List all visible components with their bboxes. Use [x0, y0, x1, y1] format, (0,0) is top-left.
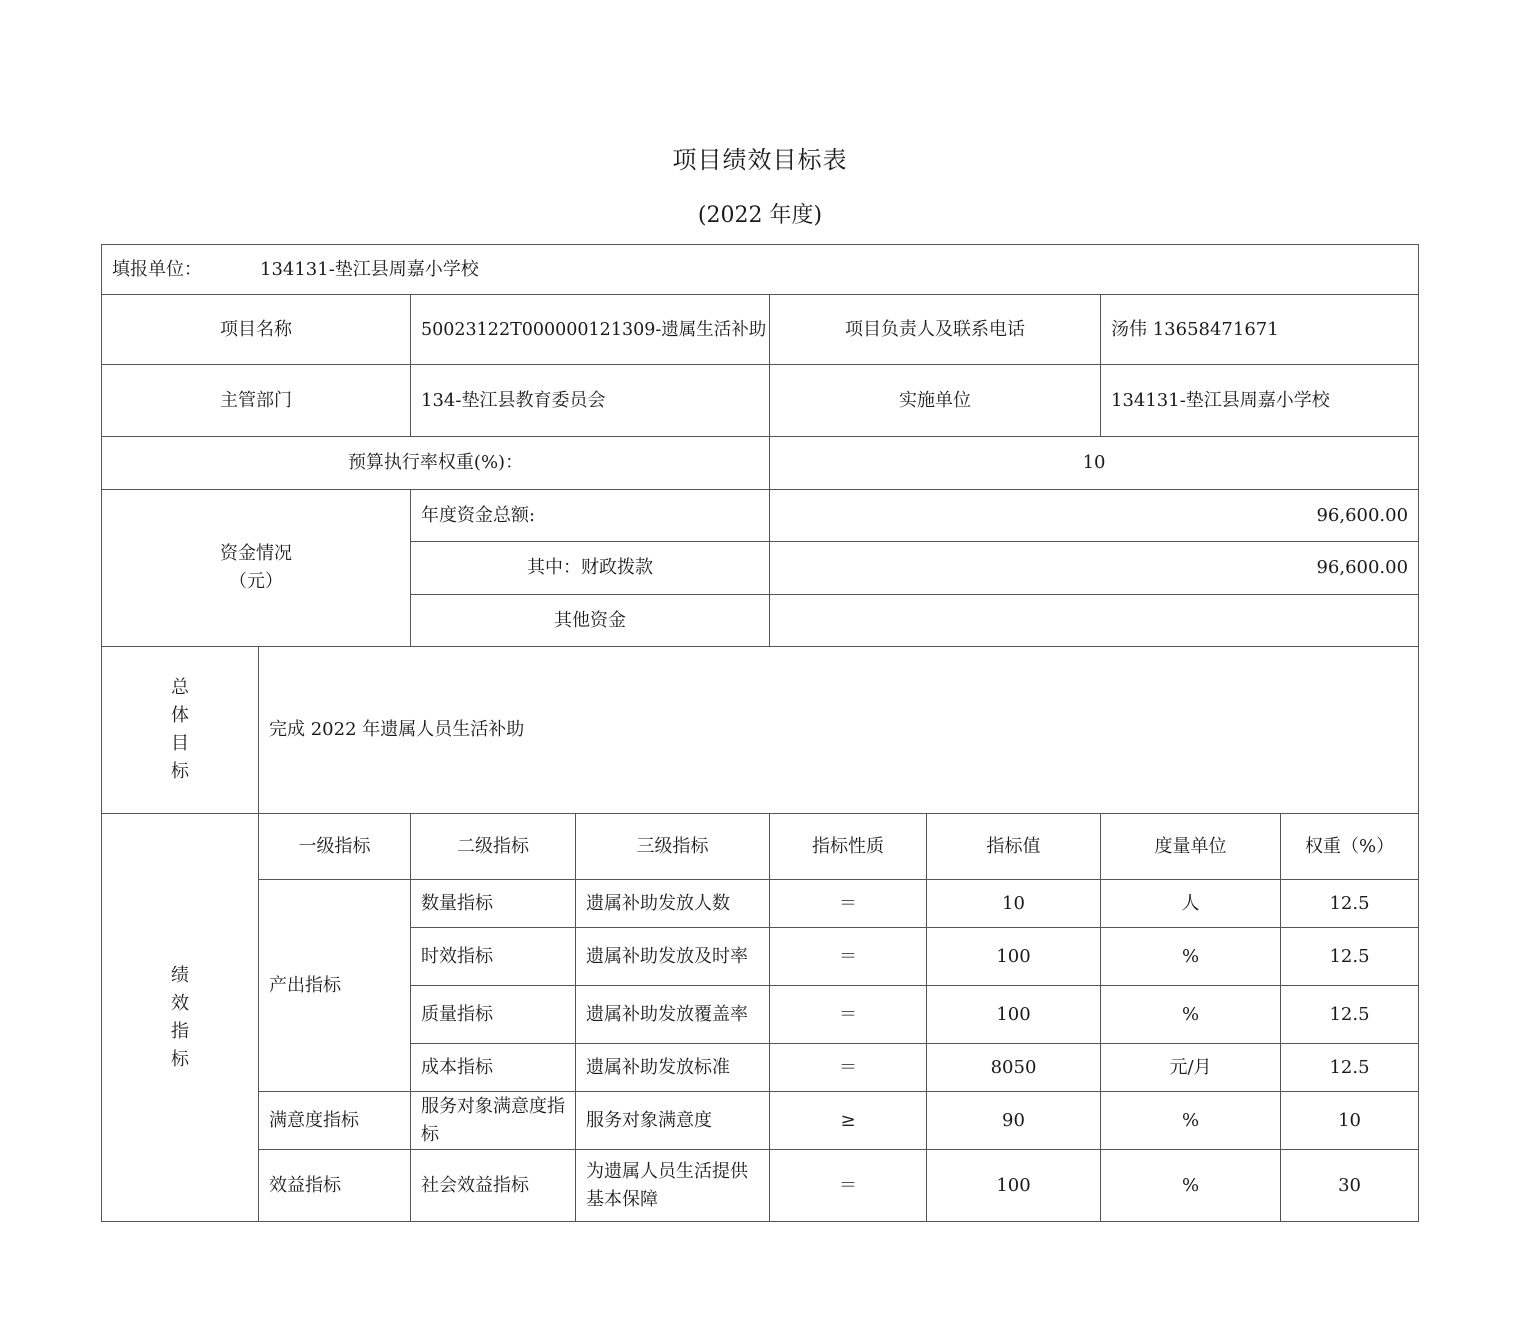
nature-cell: ＝: [770, 986, 927, 1044]
nature-cell: ＝: [770, 1150, 927, 1222]
overall-goal-row: [102, 647, 1419, 814]
level3-cell: 遗属补助发放及时率: [576, 928, 770, 986]
header-value: 指标值: [927, 814, 1101, 880]
weight-cell: 12.5: [1281, 928, 1419, 986]
reporting-unit-row: [102, 245, 1419, 295]
header-level1: 一级指标: [259, 814, 411, 880]
overall-goal-char: 总: [171, 677, 189, 698]
funds-fiscal-value: 96,600.00: [770, 542, 1419, 595]
department-label: 主管部门: [102, 365, 411, 437]
funds-other-value: [770, 595, 1419, 647]
implementing-unit-label: 实施单位: [770, 365, 1101, 437]
unit-cell: 元/月: [1101, 1044, 1281, 1092]
unit-cell: %: [1101, 928, 1281, 986]
unit-cell: %: [1101, 986, 1281, 1044]
header-nature: 指标性质: [770, 814, 927, 880]
reporting-unit-cell: [102, 245, 1419, 295]
value-cell: 100: [927, 986, 1101, 1044]
overall-goal-char: 目: [171, 733, 189, 754]
budget-weight-label: 预算执行率权重(%)：: [102, 437, 770, 490]
funds-label-line2: （元）: [229, 571, 283, 592]
indicators-char: 绩: [171, 964, 189, 986]
level1-cell: 满意度指标: [259, 1092, 411, 1150]
funds-label: [102, 490, 411, 647]
level3-cell: 遗属补助发放覆盖率: [576, 986, 770, 1044]
reporting-unit-value: 134131-垫江县周嘉小学校: [260, 258, 479, 280]
funds-total-label: 年度资金总额:: [411, 490, 770, 542]
overall-goal-label: [102, 647, 259, 814]
project-name-value: 50023122T000000121309-遗属生活补助: [411, 295, 770, 365]
value-cell: 8050: [927, 1044, 1101, 1092]
implementing-unit-value: 134131-垫江县周嘉小学校: [1101, 365, 1419, 437]
nature-cell: ≥: [770, 1092, 927, 1150]
level3-cell: 为遗属人员生活提供基本保障: [576, 1150, 770, 1222]
value-cell: 100: [927, 1150, 1101, 1222]
unit-cell: %: [1101, 1150, 1281, 1222]
weight-cell: 12.5: [1281, 880, 1419, 928]
weight-cell: 10: [1281, 1092, 1419, 1150]
header-weight: 权重（%）: [1281, 814, 1419, 880]
project-contact-label: 项目负责人及联系电话: [770, 295, 1101, 365]
indicator-header-row: [102, 814, 1419, 880]
overall-goal-char: 体: [171, 705, 189, 726]
funds-total-row: [102, 490, 1419, 542]
funds-fiscal-label: 其中：财政拨款: [411, 542, 770, 595]
project-name-row: [102, 295, 1419, 365]
indicators-char: 效: [171, 992, 189, 1014]
value-cell: 10: [927, 880, 1101, 928]
level2-cell: 质量指标: [411, 986, 576, 1044]
weight-cell: 30: [1281, 1150, 1419, 1222]
level2-cell: 数量指标: [411, 880, 576, 928]
weight-cell: 12.5: [1281, 1044, 1419, 1092]
overall-goal-text: 完成 2022 年遗属人员生活补助: [259, 647, 1419, 814]
indicator-row: [102, 1150, 1419, 1222]
unit-cell: %: [1101, 1092, 1281, 1150]
project-contact-value: 汤伟 13658471671: [1101, 295, 1419, 365]
level2-cell: 时效指标: [411, 928, 576, 986]
indicator-row: [102, 880, 1419, 928]
department-row: [102, 365, 1419, 437]
overall-goal-char: 标: [171, 761, 189, 782]
header-unit: 度量单位: [1101, 814, 1281, 880]
weight-cell: 12.5: [1281, 986, 1419, 1044]
level2-cell: 成本指标: [411, 1044, 576, 1092]
level3-cell: 服务对象满意度: [576, 1092, 770, 1150]
page-title: 项目绩效目标表: [672, 146, 848, 174]
level3-cell: 遗属补助发放标准: [576, 1044, 770, 1092]
budget-weight-value: 10: [770, 437, 1419, 490]
nature-cell: ＝: [770, 1044, 927, 1092]
value-cell: 90: [927, 1092, 1101, 1150]
indicators-char: 指: [171, 1020, 189, 1042]
level2-cell: 服务对象满意度指标: [411, 1092, 576, 1150]
budget-weight-row: [102, 437, 1419, 490]
funds-label-line1: 资金情况: [220, 543, 292, 564]
performance-target-table: [101, 244, 1419, 1222]
header-level3: 三级指标: [576, 814, 770, 880]
indicators-char: 标: [171, 1048, 189, 1070]
level2-cell: 社会效益指标: [411, 1150, 576, 1222]
unit-cell: 人: [1101, 880, 1281, 928]
reporting-unit-label: 填报单位：: [112, 258, 202, 280]
level3-cell: 遗属补助发放人数: [576, 880, 770, 928]
level1-cell: 效益指标: [259, 1150, 411, 1222]
department-value: 134-垫江县教育委员会: [411, 365, 770, 437]
level1-cell: 产出指标: [259, 880, 411, 1092]
indicator-row: [102, 1092, 1419, 1150]
page-subtitle: (2022 年度): [697, 203, 823, 228]
header-level2: 二级指标: [411, 814, 576, 880]
nature-cell: ＝: [770, 880, 927, 928]
funds-total-value: 96,600.00: [770, 490, 1419, 542]
funds-other-label: 其他资金: [411, 595, 770, 647]
value-cell: 100: [927, 928, 1101, 986]
project-name-label: 项目名称: [102, 295, 411, 365]
indicators-label: [102, 814, 259, 1222]
nature-cell: ＝: [770, 928, 927, 986]
